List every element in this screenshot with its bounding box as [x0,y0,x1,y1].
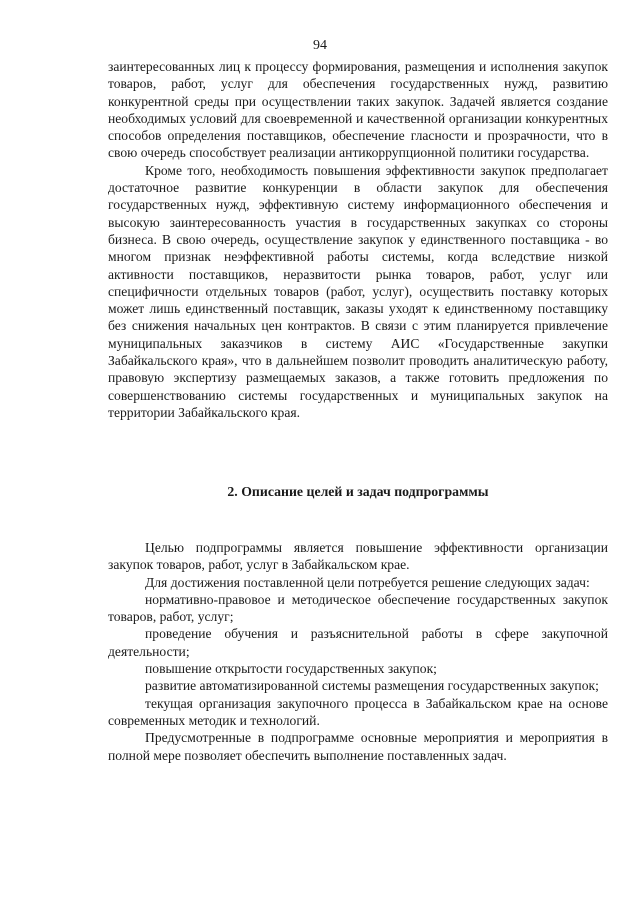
paragraph-competition: Кроме того, необходимость повышения эффективности закупок предполагает достаточное развитие конкуренции в области закупок для обеспечения государственных нужд, эффективную систему информационного обеспечения и высокую заинтересованность участия в государственных закупках со стороны бизнеса. В свою очередь, осуществление закупок у единственного поставщика - во многом признак неэффективной работы системы, когда вследствие низкой активности поставщиков, неразвитости рынка товаров, работ, услуг или специфичности отдельных товаров (работ, услуг), осуществить поставку которых может лишь единственный поставщик, заказы уходят к единственному поставщику без снижения начальных цен контрактов. В связи с этим планируется привлечение муниципальных заказчиков в систему АИС «Государственные закупки Забайкальского края», что в дальнейшем позволит проводить аналитическую работу, правовую экспертизу размещаемых заказов, а также готовить предложения по совершенствованию системы государственных и муниципальных закупок на территории Забайкальского края. [108,162,608,420]
paragraph-conclusion: Предусмотренные в подпрограмме основные мероприятия и мероприятия в полной мере позволяет обеспечить выполнение поставленных задач. [108,730,608,763]
section-text [108,539,608,764]
section-heading: 2. Описание целей и задач подпрограммы [227,484,489,499]
intro-text [108,58,608,421]
page-number: 94 [313,38,327,53]
task-item: развитие автоматизированной системы размещения государственных закупок; [145,678,599,694]
task-item: проведение обучения и разъяснительной работы в сфере закупочной деятельности; [108,626,608,659]
task-item: нормативно-правовое и методическое обеспечение государственных закупок товаров, работ, услуг; [108,591,608,625]
paragraph-goal: Целью подпрограммы является повышение эффективности организации закупок товаров, работ, услуг в Забайкальском крае. [108,540,608,573]
paragraph-continuation: заинтересованных лиц к процессу формирования, размещения и исполнения закупок товаров, работ, услуг для обеспечения государственных нужд, развитию конкурентной среды при осуществлении таких закупок. Задачей является создание необходимых условий для своевременной и качественной организации конкурентных способов определения поставщиков, обеспечение гласности и прозрачности, что в свою очередь способствует реализации антикоррупционной политики государства. [108,59,608,161]
task-item: повышение открытости государственных закупок; [145,661,437,677]
paragraph-tasks-intro: Для достижения поставленной цели потребуется решение следующих задач: [145,574,590,590]
task-item: текущая организация закупочного процесса в Забайкальском крае на основе современных методик и технологий. [108,695,608,728]
